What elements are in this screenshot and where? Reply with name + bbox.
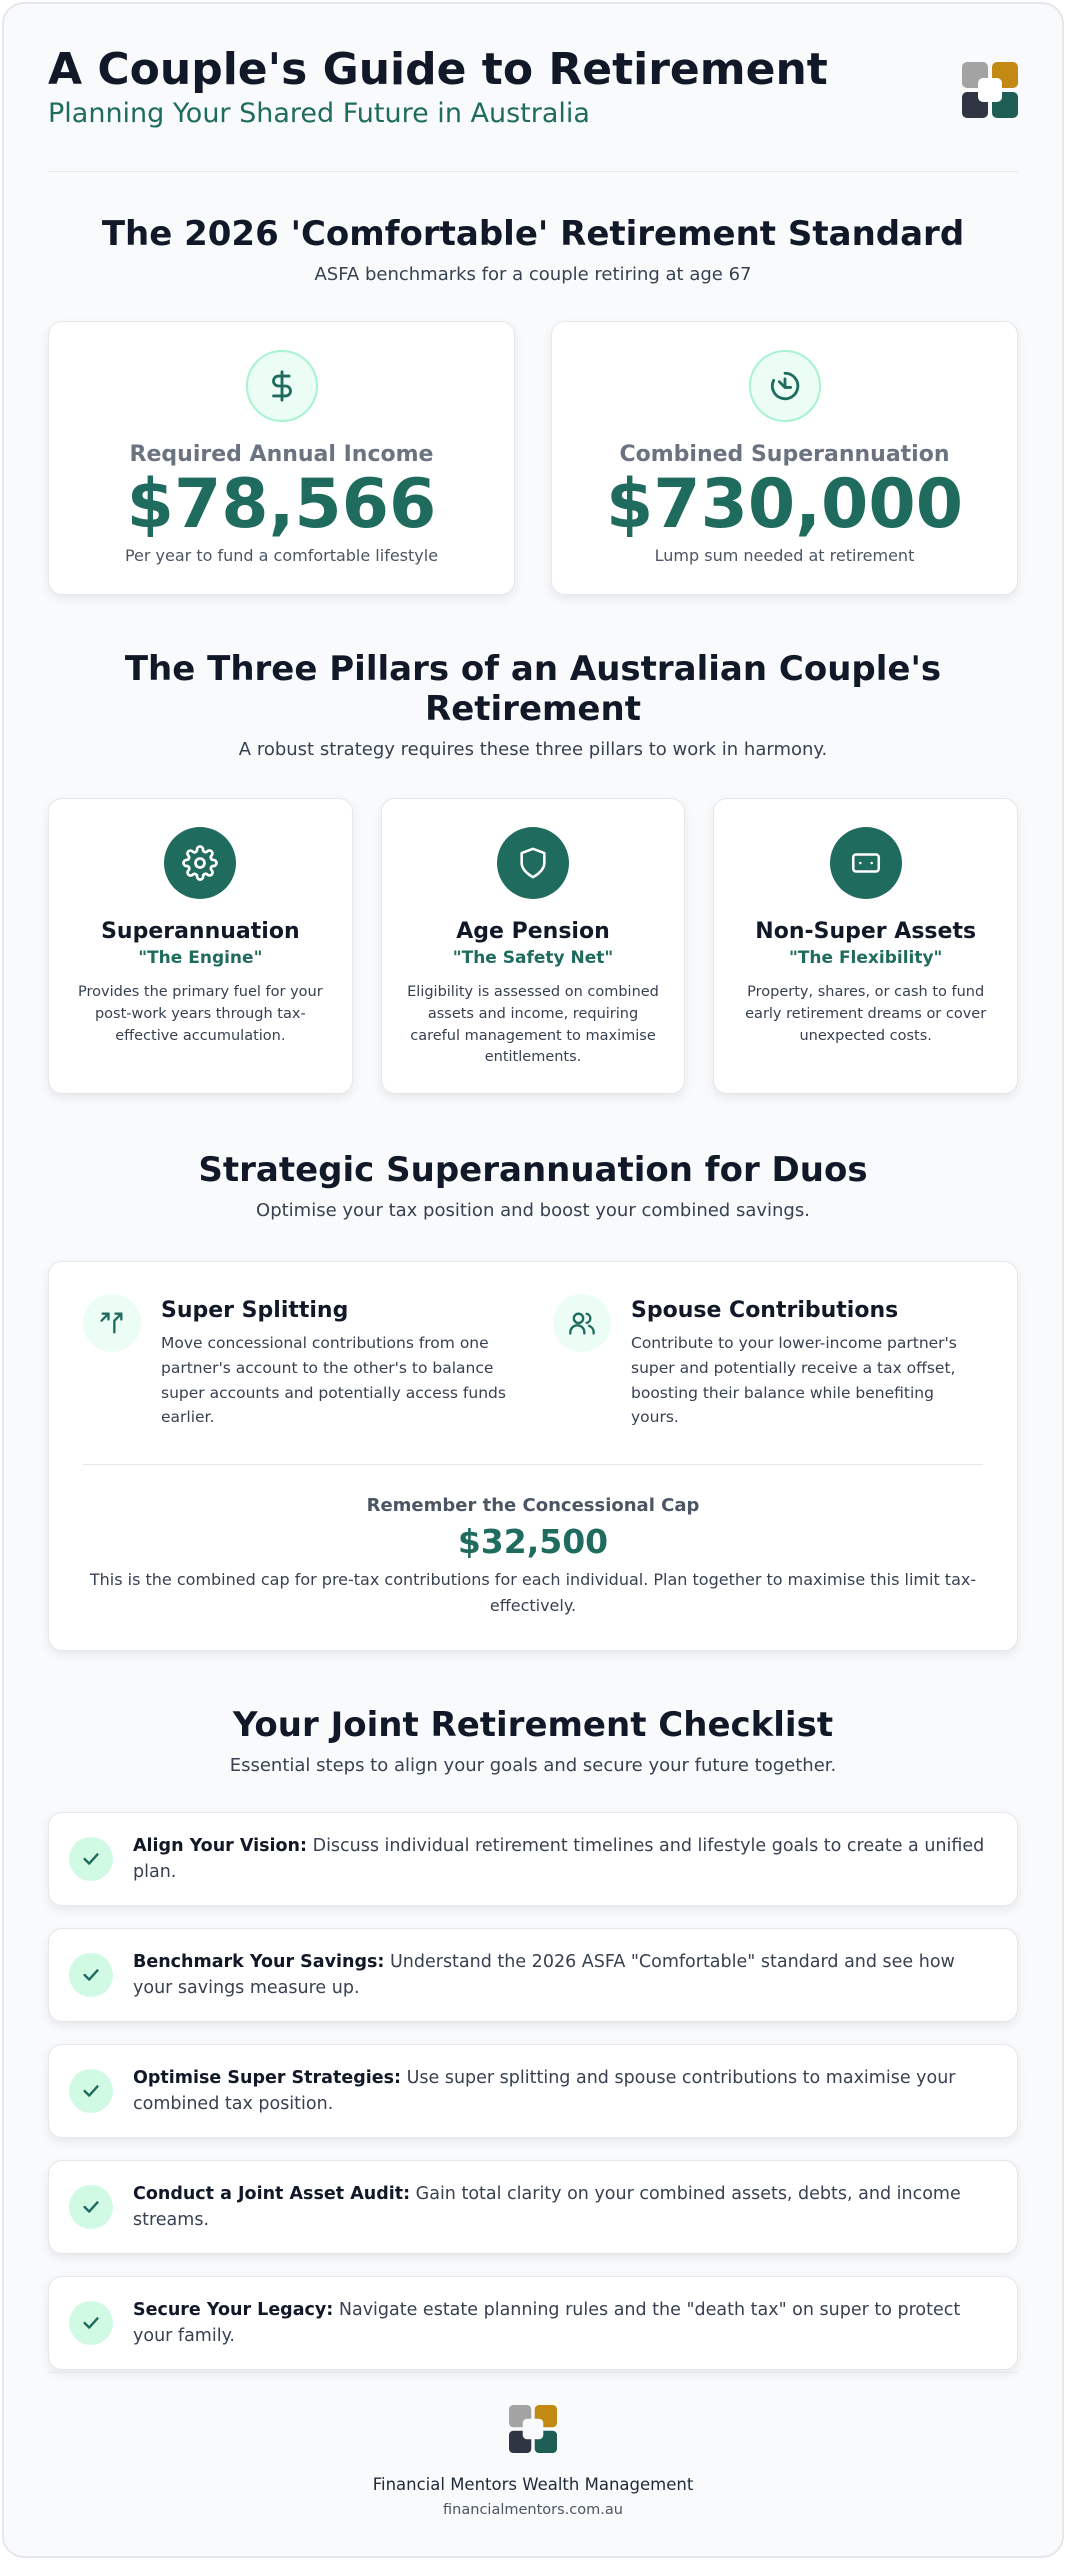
standard-title: The 2026 'Comfortable' Retirement Standard [101,214,965,254]
income-card [48,321,515,595]
checkmark-icon [69,2301,113,2345]
strategy-desc: Contribute to your lower-income partner's super and potentially receive a tax offset, boosting their balance while benefiting yours. [631,1334,957,1427]
strategy-desc: Move concessional contributions from one partner's account to the other's to balance super accounts and potentially access funds earlier. [161,1334,506,1427]
super-value: $730,000 [605,465,964,544]
checkmark-icon [69,2185,113,2229]
checkmark-icon [69,1837,113,1881]
pillars-subtitle: A robust strategy requires these three pillars to work in harmony. [238,739,828,760]
footer [48,2372,1018,2518]
checkmark-icon [69,1953,113,1997]
checkmark-icon [69,2069,113,2113]
checklist-heading: Align Your Vision: [133,1835,308,1856]
pillar-desc: Property, shares, or cash to fund early retirement dreams or cover unexpected costs. [745,984,987,1044]
super-title: Strategic Superannuation for Duos [198,1150,868,1190]
checklist-item [48,1928,1018,2022]
checklist-body: Gain total clarity on your combined assets, debts, and income streams. [133,2183,961,2230]
pillar-name: Non-Super Assets [755,919,977,944]
checklist-heading: Optimise Super Strategies: [133,2067,402,2088]
checklist-item [48,2044,1018,2138]
strategy-title: Spouse Contributions [631,1298,899,1323]
checklist-body: Understand the 2026 ASFA "Comfortable" standard and see how your savings measure up. [133,1951,955,1998]
super-label: Combined Superannuation [619,442,950,467]
super-section [48,1094,1018,1651]
page-subtitle: Planning Your Shared Future in Australia [48,98,590,129]
checklist-item [48,2160,1018,2254]
page [2,2,1064,2558]
pillar-card-non-super-assets [713,798,1018,1094]
checklist-body: Use super splitting and spouse contributions to maximise your combined tax position. [133,2067,956,2114]
strategy-title: Super Splitting [161,1298,349,1323]
pillar-tag: "The Flexibility" [788,948,943,968]
footer-company: Financial Mentors Wealth Management [372,2475,694,2494]
users-icon [553,1294,611,1352]
checklist-item [48,1812,1018,1906]
pillar-tag: "The Engine" [138,948,263,968]
cap-value: $32,500 [457,1522,609,1562]
header [48,4,1018,172]
checklist-heading: Secure Your Legacy: [133,2299,334,2320]
income-note: Per year to fund a comfortable lifestyle [124,546,439,566]
pillar-desc: Eligibility is assessed on combined assets and income, requiring careful management to maximise entitlements. [407,984,659,1066]
footer-url[interactable]: financialmentors.com.au [443,2502,623,2518]
super-note: Lump sum needed at retirement [654,546,915,566]
shield-icon [497,827,569,899]
pillars-title: The Three Pillars of an Australian Couple's Retirement [124,649,942,729]
super-strategies-card [48,1261,1018,1651]
footer-logo [48,2405,1018,2457]
checklist-text [133,1949,993,2002]
super-subtitle: Optimise your tax position and boost your combined savings. [256,1200,810,1221]
checklist-section [48,1651,1018,2370]
checklist-body: Discuss individual retirement timelines and lifestyle goals to create a unified plan. [133,1835,985,1882]
checklist-heading: Conduct a Joint Asset Audit: [133,2183,411,2204]
brand-logo [962,62,1018,122]
pillar-name: Superannuation [101,919,300,944]
pillar-desc: Provides the primary fuel for your post-work years through tax-effective accumulation. [78,984,323,1044]
page-title: A Couple's Guide to Retirement [48,44,828,95]
pillars-section [48,595,1018,1094]
checklist-heading: Benchmark Your Savings: [133,1951,385,1972]
standard-section [48,172,1018,595]
checklist-text [133,1833,993,1886]
gear-icon [164,827,236,899]
split-arrow-icon [83,1294,141,1352]
super-card [551,321,1018,595]
cash-icon [830,827,902,899]
piggy-bank-icon [749,350,821,422]
income-label: Required Annual Income [129,442,434,467]
checklist-text [133,2297,993,2350]
cap-label: Remember the Concessional Cap [366,1495,700,1517]
checklist-title: Your Joint Retirement Checklist [232,1705,834,1745]
strategy-spouse-contributions [553,1294,983,1430]
cap-description: This is the combined cap for pre-tax contributions for each individual. Plan together to maximise this limit tax-effectively. [89,1570,977,1615]
income-value: $78,566 [126,465,437,544]
pillar-card-age-pension [381,798,686,1094]
pillar-name: Age Pension [456,919,610,944]
pillar-tag: "The Safety Net" [452,948,614,968]
strategy-super-splitting [83,1294,513,1430]
standard-subtitle: ASFA benchmarks for a couple retiring at age 67 [314,264,752,285]
checklist-text [133,2065,993,2118]
checklist-body: Navigate estate planning rules and the "death tax" on super to protect your family. [133,2299,961,2346]
dollar-icon [246,350,318,422]
checklist-item [48,2276,1018,2370]
pillar-card-superannuation [48,798,353,1094]
divider [83,1464,983,1465]
checklist-text [133,2181,993,2234]
checklist-subtitle: Essential steps to align your goals and secure your future together. [229,1755,837,1776]
